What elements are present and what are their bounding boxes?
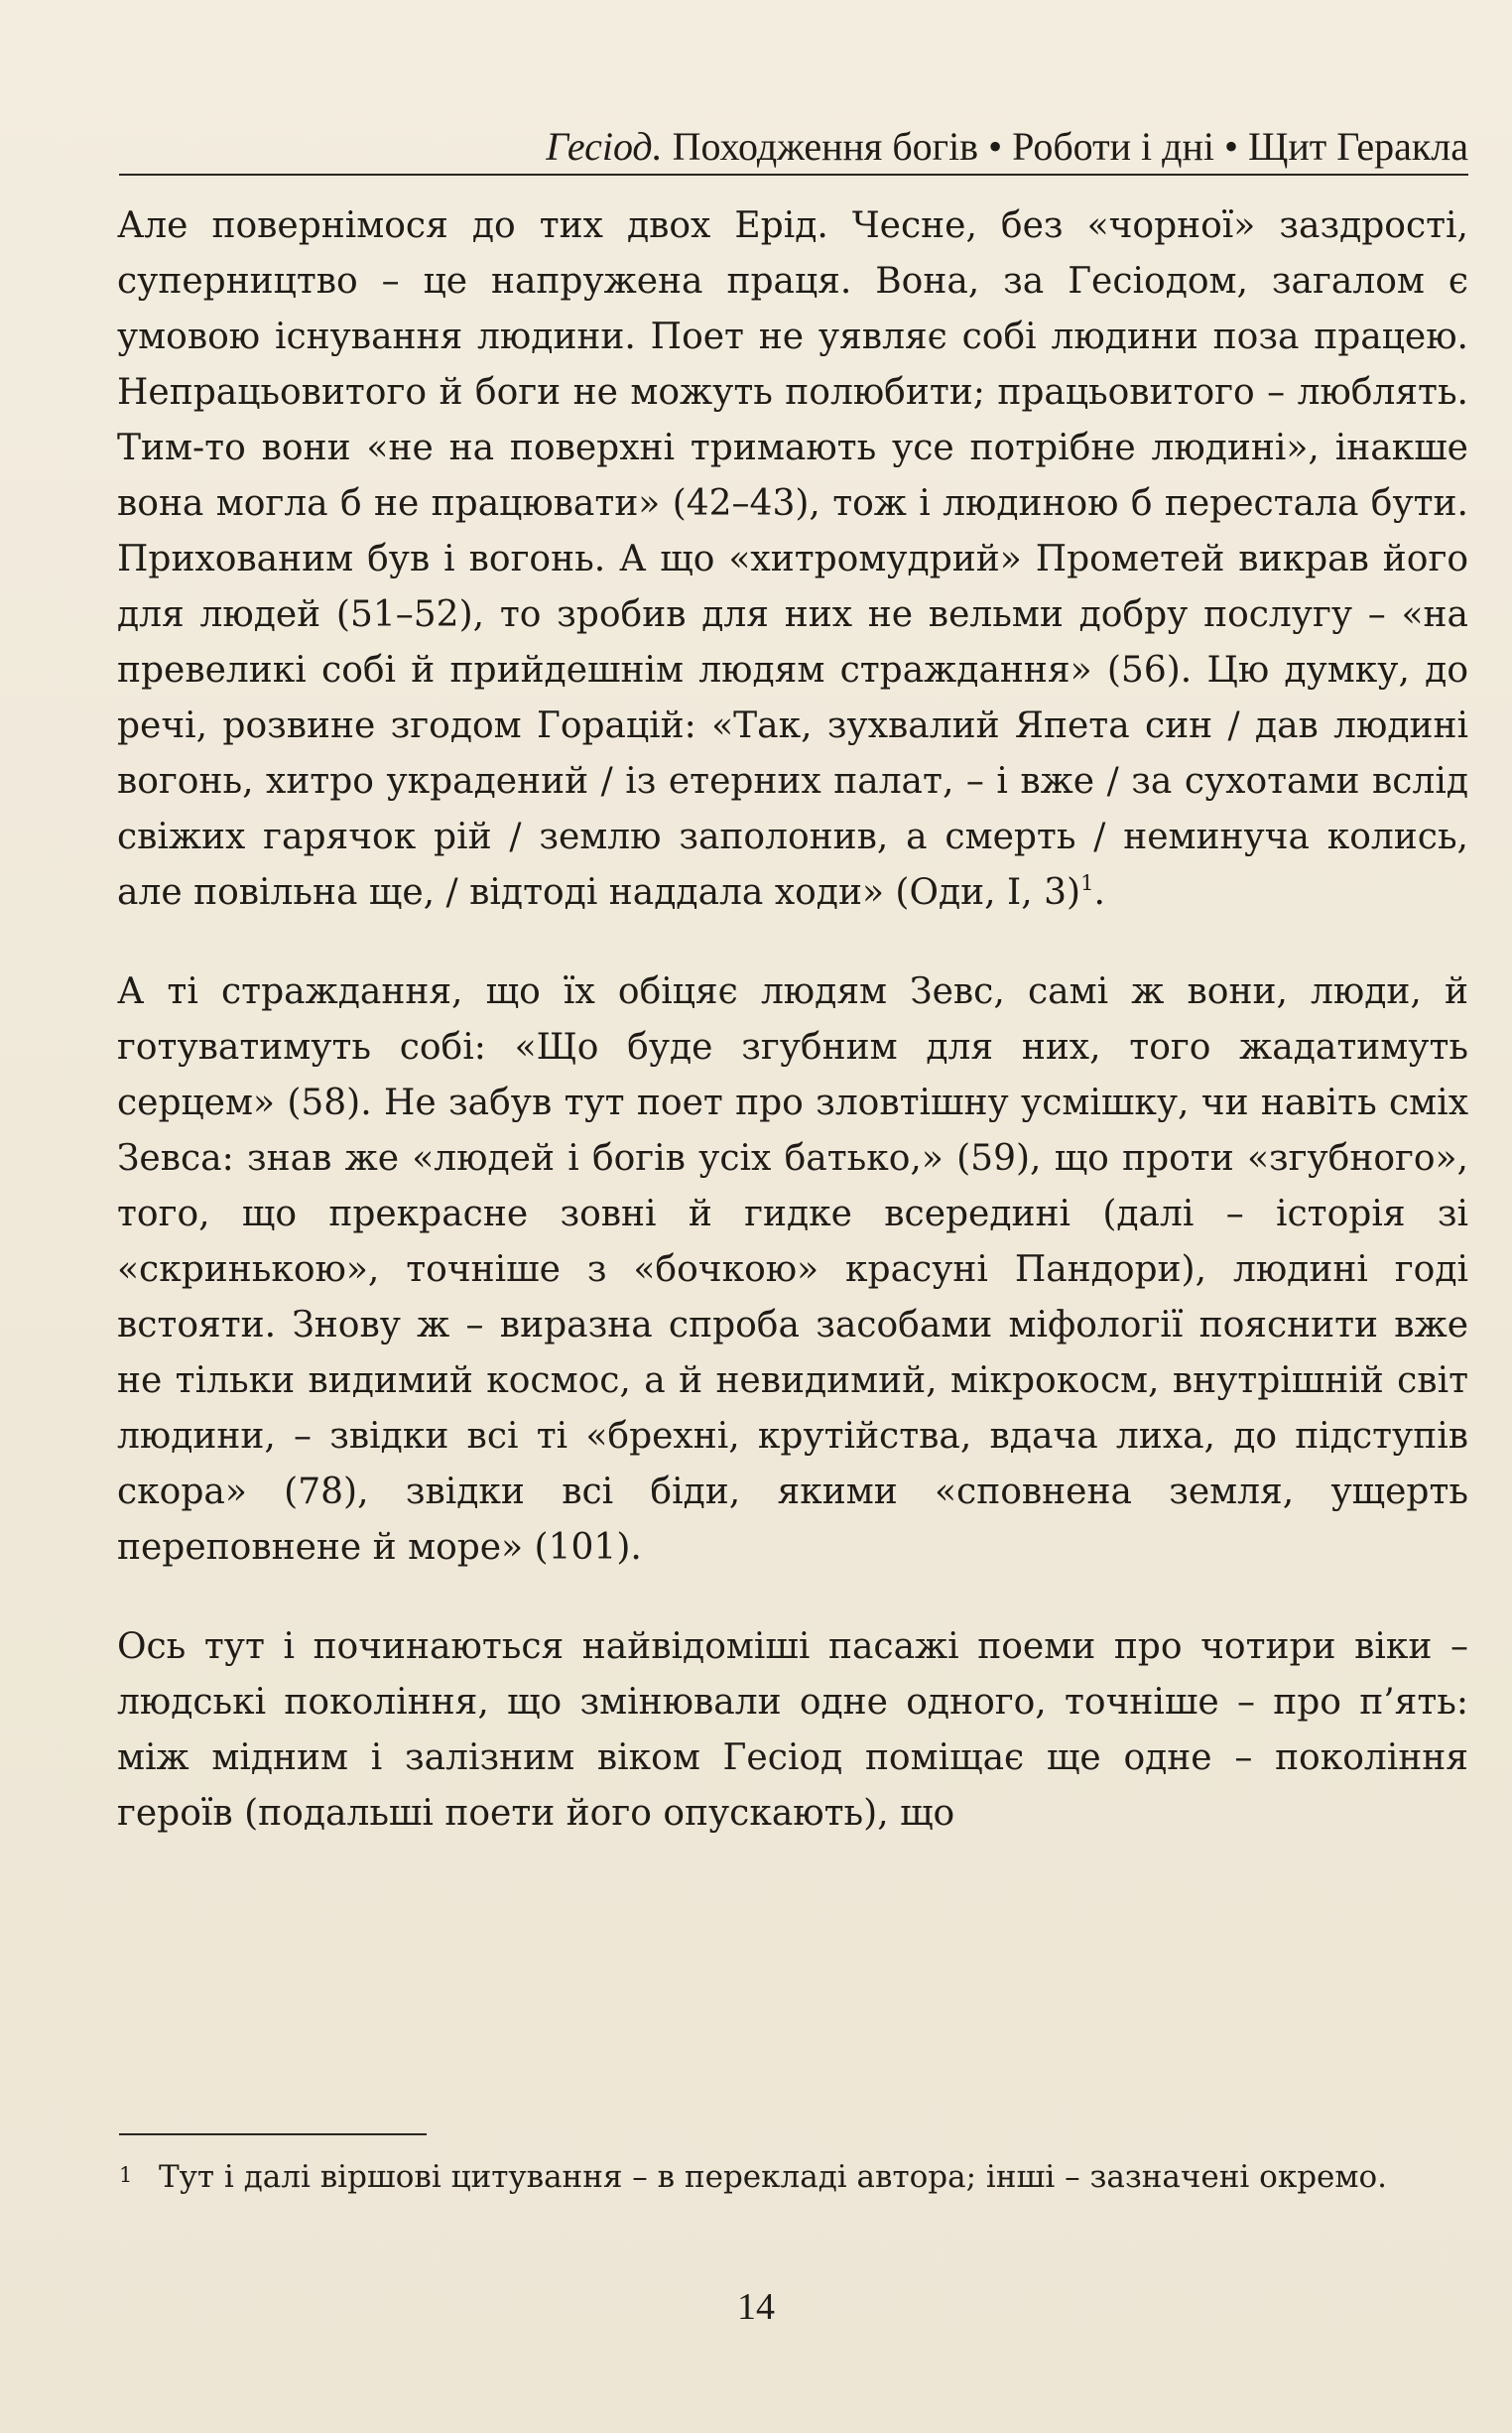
- page-number: 14: [737, 2286, 775, 2328]
- footnote-rule: [119, 2133, 427, 2135]
- running-header: [119, 117, 1468, 177]
- main-text: [117, 198, 1468, 1885]
- paragraph-1-text: Але повернімося до тих двох Ерід. Чесне, без «чорної» заздрості, суперництво – це напружена праця. Вона, за Гесіодом, загалом є умовою існування людини. Поет не уявляє собі людини поза працею. Непрацьовитого й боги не можуть полюбити; працьовитого – люблять. Тим-то вони «не на поверхні тримають усе потрібне людині», інакше вона могла б не працювати» (42–43), тож і людиною б перестала бути. Прихованим був і вогонь. А що «хитромудрий» Прометей викрав його для людей (51–52), то зробив для них не вельми добру послугу – «на превеликі собі й прийдешнім людям страждання» (56). Цю думку, до речі, розвине згодом Горацій: «Так, зухвалий Япета син / дав людині вогонь, хитро украдений / із етерних палат, – і вже / за сухотами вслід свіжих гарячок рій / землю заполонив, а смерть / неминуча колись, але повільна ще, / відтоді наддала ходи» (Оди, I, 3): [117, 205, 1468, 913]
- paragraph-3-text: Ось тут і починаються найвідоміші пасажі поеми про чотири віки – людські покоління, що змінювали одне одного, точніше – про п’ять: між мідним і залізним віком Гесіод поміщає ще одне – покоління героїв (подальші поети його опускають), що: [117, 1626, 1468, 1834]
- header-titles: Походження богів • Роботи і дні • Щит Геракла: [662, 124, 1468, 169]
- footnote-text: Тут і далі віршові цитування – в перекладі автора; інші – зазначені окремо.: [159, 2159, 1388, 2195]
- paragraph-1: [117, 198, 1468, 921]
- paragraph-1-end: .: [1093, 872, 1105, 913]
- header-author: Гесіод.: [546, 124, 663, 169]
- footnote-reference: 1: [1080, 871, 1094, 895]
- paragraph-2: [117, 964, 1468, 1576]
- paragraph-3: [117, 1619, 1468, 1842]
- header-rule: [119, 174, 1468, 176]
- footnote: [119, 2155, 1468, 2199]
- paragraph-2-text: А ті страждання, що їх обіцяє людям Зевс, самі ж вони, люди, й готуватимуть собі: «Що буде згубним для них, того жадатимуть серцем» (58). Не забув тут поет про зловтішну усмішку, чи навіть сміх Зевса: знав же «людей і богів усіх батько,» (59), що проти «згубного», того, що прекрасне зовні й гидке всередині (далі – історія зі «скринькою», точніше з «бочкою» красуні Пандори), людині годі встояти. Знову ж – виразна спроба засобами міфології пояснити вже не тільки видимий космос, а й невидимий, мікрокосм, внутрішній світ людини, – звідки всі ті «брехні, крутійства, вдача лиха, до підступів скора» (78), звідки всі біди, якими «сповнена земля, ущерть переповнене й море» (101).: [117, 971, 1468, 1568]
- footnote-mark: 1: [119, 2163, 133, 2187]
